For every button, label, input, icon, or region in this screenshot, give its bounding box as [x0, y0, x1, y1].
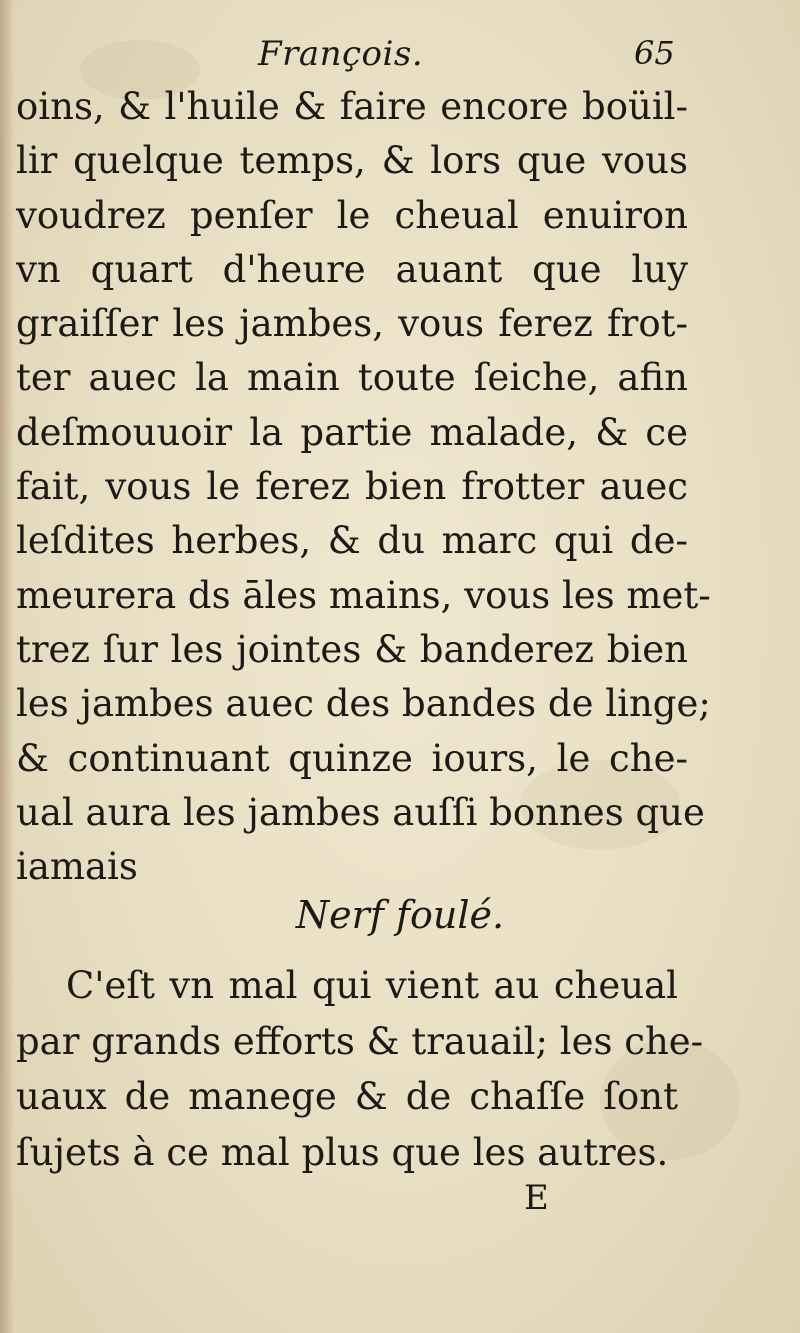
text-line: lir quelque temps, & lors que vous [16, 139, 688, 183]
text-line: leſdites herbes, & du marc qui de- [16, 519, 688, 563]
text-line: meurera ds āles mains, vous les met- [16, 573, 711, 617]
body-paragraph [16, 80, 711, 894]
text-line: iamais [16, 845, 138, 889]
text-line: voudrez penſer le cheual enuiron [16, 193, 688, 237]
text-line: vn quart d'heure auant que luy [16, 247, 688, 291]
text-line: graiſſer les jambes, vous ferez frot- [16, 302, 688, 346]
running-title: François. [258, 34, 424, 74]
text-line: oins, & l'huile & faire encore boüil- [16, 85, 688, 128]
text-line: ſujets à ce mal plus que les autres. [16, 1130, 669, 1174]
text-line: C'eſt vn mal qui vient au cheual [66, 964, 678, 1007]
text-line: les jambes auec des bandes de linge; [16, 682, 711, 726]
page-number: 65 [634, 34, 675, 72]
text-line: trez ſur les jointes & banderez bien [16, 627, 688, 671]
text-line: fait, vous le ferez bien frotter auec [16, 465, 688, 509]
text-line: ual aura les jambes auſſi bonnes que [16, 790, 705, 834]
gutter-shadow [0, 0, 14, 1333]
signature-mark: E [524, 1178, 549, 1218]
section-paragraph [16, 958, 704, 1180]
text-line: ter auec la main toute ſeiche, afin [16, 356, 688, 400]
text-line: deſmouuoir la partie malade, & ce [16, 410, 688, 454]
section-heading: Nerf foulé. [295, 893, 505, 937]
text-line: & continuant quinze iours, le che- [16, 736, 688, 780]
text-line: par grands efforts & trauail; les che- [16, 1019, 704, 1063]
page-header [0, 34, 800, 84]
text-line: uaux de manege & de chaſſe ſont [16, 1075, 678, 1118]
